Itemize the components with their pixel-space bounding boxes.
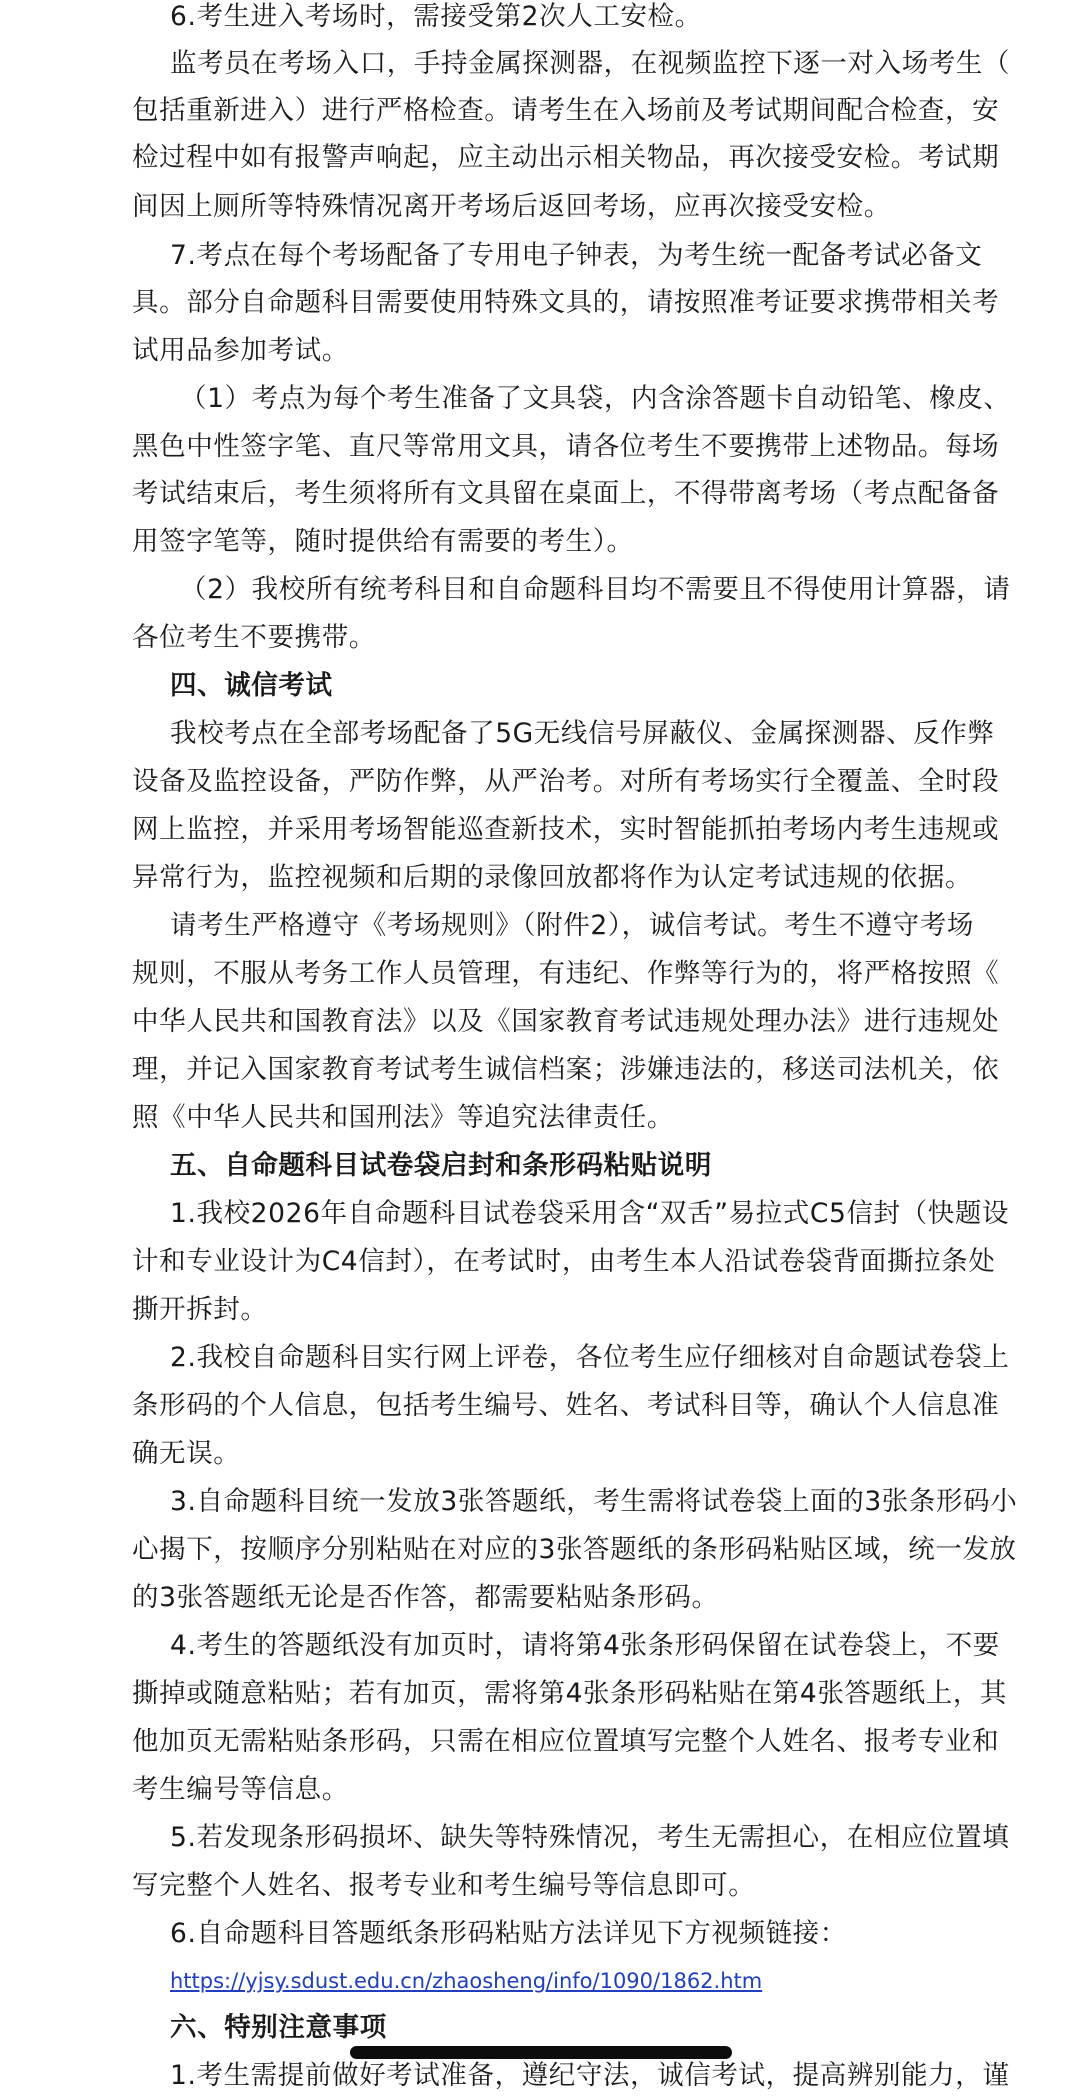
paragraph-line: 撕掉或随意粘贴；若有加页，需将第4张条形码粘贴在第4张答题纸上，其 bbox=[132, 1678, 1008, 1709]
paragraph-line: 异常行为，监控视频和后期的录像回放都将作为认定考试违规的依据。 bbox=[132, 862, 973, 893]
paragraph-line: 我校考点在全部考场配备了5G无线信号屏蔽仪、金属探测器、反作弊 bbox=[170, 718, 995, 749]
paragraph-line: 确无误。 bbox=[132, 1438, 241, 1469]
paragraph-line: 网上监控，并采用考场智能巡查新技术，实时智能抓拍考场内考生违规或 bbox=[132, 814, 1000, 845]
paragraph-line: 5.若发现条形码损坏、缺失等特殊情况，考生无需担心，在相应位置填 bbox=[170, 1822, 1010, 1853]
paragraph-line: 计和专业设计为C4信封），在考试时，由考生本人沿试卷袋背面撕拉条处 bbox=[132, 1246, 996, 1277]
paragraph-line: 心揭下，按顺序分别粘贴在对应的3张答题纸的条形码粘贴区域，统一发放 bbox=[132, 1534, 1017, 1565]
paragraph-line: 写完整个人姓名、报考专业和考生编号等信息即可。 bbox=[132, 1870, 756, 1901]
section-heading-five: 五、自命题科目试卷袋启封和条形码粘贴说明 bbox=[170, 1150, 712, 1181]
paragraph-line: 用签字笔等，随时提供给有需要的考生）。 bbox=[132, 526, 634, 557]
paragraph-line: 7.考点在每个考场配备了专用电子钟表，为考生统一配备考试必备文 bbox=[170, 240, 983, 271]
paragraph-line: （2）我校所有统考科目和自命题科目均不需要且不得使用计算器，请 bbox=[180, 574, 1011, 605]
paragraph-line: （1）考点为每个考生准备了文具袋，内含涂答题卡自动铅笔、橡皮、 bbox=[180, 383, 1011, 414]
paragraph-line: 2.我校自命题科目实行网上评卷，各位考生应仔细核对自命题试卷袋上 bbox=[170, 1342, 1010, 1373]
paragraph-line: 试用品参加考试。 bbox=[132, 335, 349, 366]
paragraph-line: 6.自命题科目答题纸条形码粘贴方法详见下方视频链接： bbox=[170, 1918, 847, 1949]
paragraph-line: 理，并记入国家教育考试考生诚信档案；涉嫌违法的，移送司法机关，依 bbox=[132, 1054, 1000, 1085]
paragraph-line: 他加页无需粘贴条形码，只需在相应位置填写完整个人姓名、报考专业和 bbox=[132, 1726, 1000, 1757]
paragraph-line: 1.考生需提前做好考试准备，遵纪守法，诚信考试，提高辨别能力，谨 bbox=[170, 2060, 1010, 2091]
paragraph-line: 撕开拆封。 bbox=[132, 1294, 268, 1325]
paragraph-line: 4.考生的答题纸没有加页时，请将第4张条形码保留在试卷袋上，不要 bbox=[170, 1630, 1000, 1661]
home-indicator-bar[interactable] bbox=[350, 2046, 732, 2059]
paragraph-line: 考试结束后，考生须将所有文具留在桌面上，不得带离考场（考点配备备 bbox=[132, 478, 1000, 509]
paragraph-line: 具。部分自命题科目需要使用特殊文具的，请按照准考证要求携带相关考 bbox=[132, 287, 1000, 318]
paragraph-line: 设备及监控设备，严防作弊，从严治考。对所有考场实行全覆盖、全时段 bbox=[132, 766, 1000, 797]
paragraph-line: 检过程中如有报警声响起，应主动出示相关物品，再次接受安检。考试期 bbox=[132, 142, 1000, 173]
paragraph-line: 3.自命题科目统一发放3张答题纸，考生需将试卷袋上面的3张条形码小 bbox=[170, 1486, 1018, 1517]
paragraph-line: 黑色中性签字笔、直尺等常用文具，请各位考生不要携带上述物品。每场 bbox=[132, 431, 1000, 462]
paragraph-line: 的3张答题纸无论是否作答，都需要粘贴条形码。 bbox=[132, 1582, 719, 1613]
paragraph-line: 1.我校2026年自命题科目试卷袋采用含“双舌”易拉式C5信封（快题设 bbox=[170, 1198, 1010, 1229]
section-heading-four: 四、诚信考试 bbox=[170, 670, 333, 701]
section-heading-six: 六、特别注意事项 bbox=[170, 2012, 387, 2043]
paragraph-line: 照《中华人民共和国刑法》等追究法律责任。 bbox=[132, 1102, 674, 1133]
paragraph-line: 监考员在考场入口，手持金属探测器，在视频监控下逐一对入场考生（ bbox=[170, 48, 1011, 79]
paragraph-line: 包括重新进入）进行严格检查。请考生在入场前及考试期间配合检查，安 bbox=[132, 95, 1000, 126]
paragraph-line: 6.考生进入考场时，需接受第2次人工安检。 bbox=[170, 1, 702, 32]
paragraph-line: 条形码的个人信息，包括考生编号、姓名、考试科目等，确认个人信息准 bbox=[132, 1390, 1000, 1421]
paragraph-line: 考生编号等信息。 bbox=[132, 1774, 349, 1805]
paragraph-line: 间因上厕所等特殊情况离开考场后返回考场，应再次接受安检。 bbox=[132, 191, 891, 222]
paragraph-line: 中华人民共和国教育法》以及《国家教育考试违规处理办法》进行违规处 bbox=[132, 1006, 1000, 1037]
paragraph-line: 规则，不服从考务工作人员管理，有违纪、作弊等行为的，将严格按照《 bbox=[132, 958, 1000, 989]
paragraph-line: 各位考生不要携带。 bbox=[132, 622, 376, 653]
video-link[interactable]: https://yjsy.sdust.edu.cn/zhaosheng/info/1090/1862.htm bbox=[170, 1969, 763, 1993]
paragraph-line: 请考生严格遵守《考场规则》（附件2），诚信考试。考生不遵守考场 bbox=[170, 910, 974, 941]
